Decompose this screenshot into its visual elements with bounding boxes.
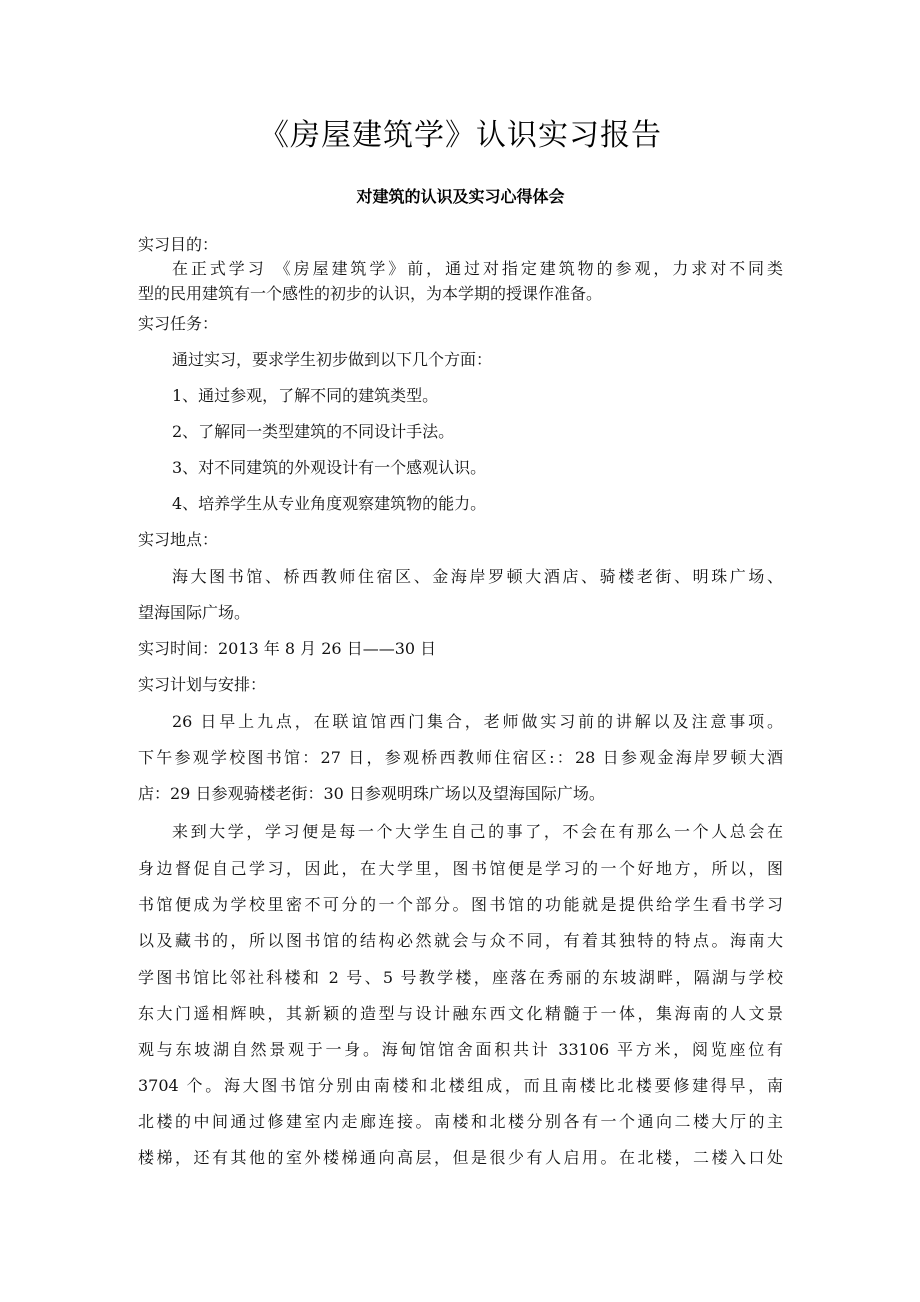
paragraph-line: 来到大学，学习便是每一个大学生自己的事了，不会在有那么一个人总会在 (172, 822, 783, 841)
section-heading-plan: 实习计划与安排： (138, 675, 267, 694)
paragraph-line: 型的民用建筑有一个感性的初步的认识，为本学期的授课作准备。 (138, 284, 603, 303)
task-item-4: 4、培养学生从专业角度观察建筑物的能力。 (172, 494, 487, 513)
paragraph-line: 楼梯，还有其他的室外楼梯通向高层，但是很少有人启用。在北楼，二楼入口处 (138, 1148, 783, 1167)
paragraph-line: 望海国际广场。 (138, 603, 251, 622)
paragraph-line: 以及藏书的，所以图书馆的结构必然就会与众不同，有着其独特的特点。海南大 (138, 931, 783, 950)
section-heading-purpose: 实习目的： (138, 235, 219, 254)
tasks-intro: 通过实习，要求学生初步做到以下几个方面： (172, 350, 493, 369)
paragraph-line: 东大门遥相辉映，其新颖的造型与设计融东西文化精髓于一体，集海南的人文景 (138, 1004, 783, 1023)
section-heading-location: 实习地点： (138, 530, 219, 549)
task-item-1: 1、通过参观，了解不同的建筑类型。 (172, 386, 439, 405)
paragraph-line: 下午参观学校图书馆：27 日，参观桥西教师住宿区:：28 日参观金海岸罗顿大酒 (138, 748, 783, 767)
paragraph-line: 店：29 日参观骑楼老街：30 日参观明珠广场以及望海国际广场。 (138, 784, 605, 803)
paragraph-line: 3704 个。海大图书馆分别由南楼和北楼组成，而且南楼比北楼要修建得早，南 (138, 1076, 783, 1095)
document-subtitle: 对建筑的认识及实习心得体会 (356, 187, 565, 206)
section-heading-tasks: 实习任务： (138, 314, 219, 333)
paragraph-line: 海大图书馆、桥西教师住宿区、金海岸罗顿大酒店、骑楼老街、明珠广场、 (172, 567, 783, 586)
paragraph-line: 观与东坡湖自然景观于一身。海甸馆馆舍面积共计 33106 平方米，阅览座位有 (138, 1040, 783, 1059)
paragraph-line: 26 日早上九点，在联谊馆西门集合，老师做实习前的讲解以及注意事项。 (172, 712, 783, 731)
paragraph-line: 身边督促自己学习，因此，在大学里，图书馆便是学习的一个好地方，所以，图 (138, 859, 783, 878)
task-item-3: 3、对不同建筑的外观设计有一个感观认识。 (172, 458, 487, 477)
task-item-2: 2、了解同一类型建筑的不同设计手法。 (172, 422, 455, 441)
paragraph-line: 书馆便成为学校里密不可分的一个部分。图书馆的功能就是提供给学生看书学习 (138, 895, 783, 914)
paragraph-line: 在正式学习 《房屋建筑学》前，通过对指定建筑物的参观，力求对不同类 (172, 259, 783, 278)
paragraph-line: 学图书馆比邻社科楼和 2 号、5 号教学楼，座落在秀丽的东坡湖畔，隔湖与学校 (138, 968, 783, 987)
internship-time: 实习时间：2013 年 8 月 26 日——30 日 (138, 639, 437, 658)
paragraph-line: 北楼的中间通过修建室内走廊连接。南楼和北楼分别各有一个通向二楼大厅的主 (138, 1112, 783, 1131)
document-title: 《房屋建筑学》认识实习报告 (259, 118, 662, 153)
